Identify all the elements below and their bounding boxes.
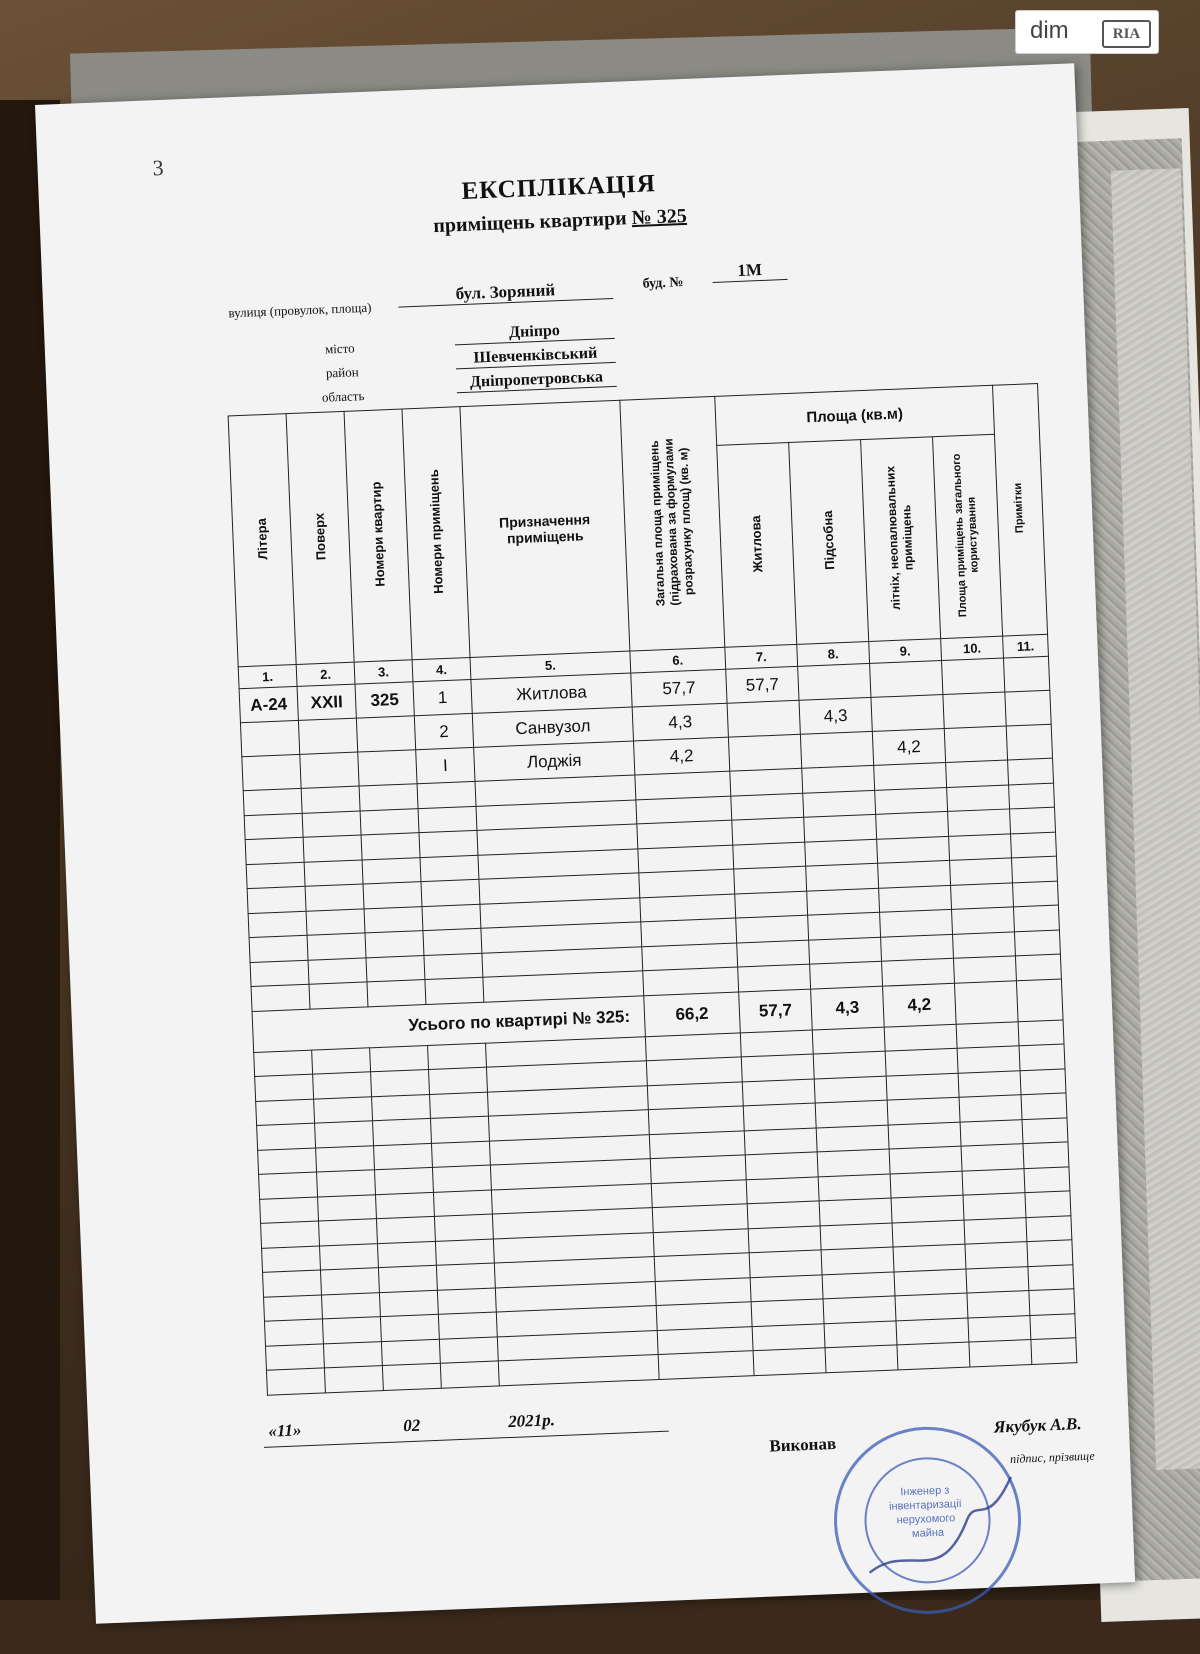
header-total-area: Загальна площа приміщень (підрахована за формулами розрахунку площ) (кв. м) [620,396,725,651]
cell-total: 57,7 [631,669,727,707]
street-label: вулиця (провулок, площа) [228,299,372,321]
header-apartment-no: Номери квартир [344,409,412,662]
cell-aux: 4,3 [799,697,872,734]
cell-total: 4,3 [632,703,728,741]
col-num: 7. [725,644,798,669]
cell-apt [358,750,417,786]
col-num: 2. [296,662,355,686]
district-value: Шевченківський [455,344,616,369]
signature-caption: підпис, прізвище [1009,1448,1095,1466]
sheet-number: 3 [152,154,165,181]
region-label: область [321,388,365,405]
cell-purpose: Санвузол [472,707,633,747]
subtitle-prefix: приміщень квартири [432,207,628,238]
col-num: 5. [470,651,631,679]
stamp-text: Інженер з інвентаризації нерухомого майна [888,1484,962,1540]
cell-living: 57,7 [726,666,799,703]
header-auxiliary: Підсобна [789,440,869,645]
cell-room: 1 [413,679,472,715]
col-num: 8. [797,641,870,666]
cell-living [727,700,800,737]
col-num: 10. [941,636,1004,660]
explication-table [228,383,1078,1395]
total-notes [1016,979,1063,1022]
header-living: Житлова [717,443,797,648]
cell-room: 2 [414,713,473,749]
cell-summer [871,695,944,732]
cell-letter [240,720,299,756]
date-underline [264,1431,669,1448]
col-num: 9. [869,639,942,664]
district-label: район [325,364,359,381]
street-value: бул. Зоряний [398,278,614,308]
cell-aux [798,663,871,700]
date-month: 02 [402,1415,421,1436]
date-day: «11» [268,1420,302,1441]
cell-purpose: Лоджія [474,741,635,781]
cell-purpose: Житлова [471,673,632,713]
header-room-no: Номери приміщень [402,407,470,660]
total-living: 57,7 [739,989,813,1033]
total-summer: 4,2 [883,983,957,1027]
executor-name: Якубук А.В. [993,1414,1082,1437]
city-label: місто [324,340,355,357]
header-purpose: Призначення приміщень [460,400,630,657]
apartment-number: № 325 [631,204,688,230]
watermark-badge: RIA [1102,20,1151,48]
cell-floor: XXII [297,684,356,720]
cell-letter: А-24 [239,686,298,722]
document-sheet [35,63,1135,1624]
watermark-brand: dim [1030,17,1069,44]
cell-summer [870,661,943,698]
col-num: 6. [630,647,726,673]
date-year: 2021р. [507,1410,556,1432]
total-label: Усього по квартирі № 325: [252,995,645,1052]
header-letter: Літера [228,414,296,667]
header-floor: Поверх [286,411,354,664]
col-num: 11. [1003,634,1049,658]
col-num: 1. [238,664,297,688]
header-area-group: Площа (кв.м) [715,385,995,445]
header-notes: Примітки [993,383,1048,636]
header-common: Площа приміщень загального користування [933,434,1003,638]
col-num: 3. [354,660,413,684]
total-aux: 4,3 [811,986,885,1030]
cell-common [942,658,1005,694]
region-value: Дніпропетровська [456,368,617,393]
cell-notes [1005,690,1051,726]
building-value: 1М [712,259,788,283]
cell-common [943,692,1006,728]
cell-notes [1006,724,1052,760]
dimria-watermark [1015,10,1159,54]
cell-total: 4,2 [634,737,730,775]
building-label: буд. № [642,275,684,292]
cell-floor [298,718,357,754]
document-title: ЕКСПЛІКАЦІЯ [461,170,657,205]
cell-summer: 4,2 [872,729,945,766]
header-summer: літніх, неопалювальних приміщень [861,437,941,642]
cell-common [944,726,1007,762]
total-area: 66,2 [644,991,741,1036]
cell-letter [242,754,301,790]
cell-floor [300,752,359,788]
cell-room: I [416,747,475,783]
cell-apt [356,716,415,752]
cell-apt: 325 [355,682,414,718]
cell-living [728,734,801,771]
official-stamp [824,1416,1032,1624]
cell-aux [800,731,873,768]
col-num: 4. [412,657,471,681]
city-value: Дніпро [454,320,615,345]
cell-notes [1004,656,1050,692]
total-common [954,980,1018,1023]
executed-label: Виконав [769,1433,837,1456]
